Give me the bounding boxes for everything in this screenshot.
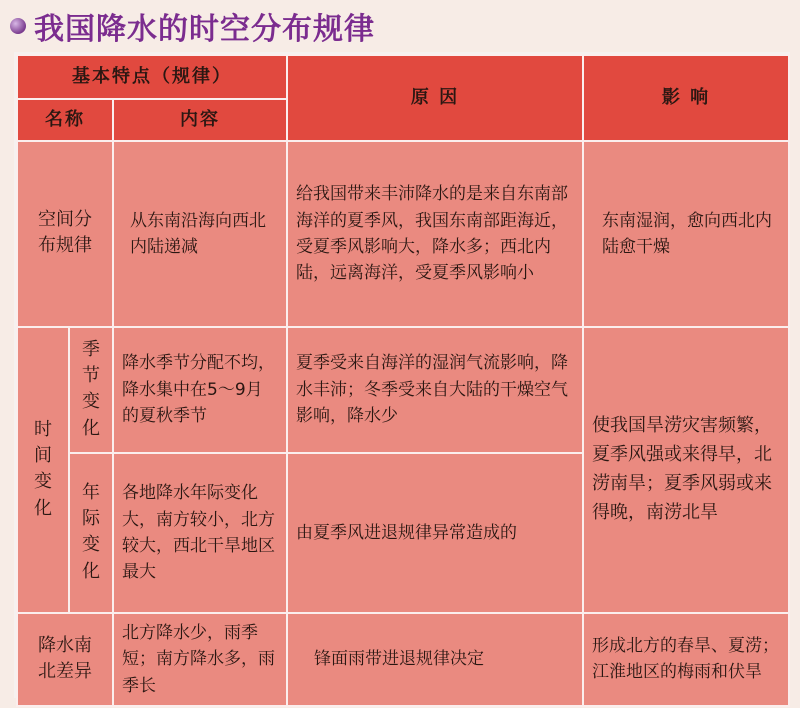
header-basic-features: 基本特点（规律） — [17, 55, 287, 99]
page-title: 我国降水的时空分布规律 — [34, 12, 375, 47]
precipitation-table — [16, 54, 790, 707]
header-name: 名称 — [17, 99, 113, 141]
title-bar — [0, 0, 800, 52]
row-interannual-content: 各地降水年际变化大，南方较小，北方较大，西北干旱地区最大 — [113, 453, 287, 613]
row-interannual-name: 年际变化 — [69, 453, 113, 613]
row-north-south-content: 北方降水少，雨季短；南方降水多，雨季长 — [113, 613, 287, 706]
row-spatial-content: 从东南沿海向西北内陆递减 — [113, 141, 287, 327]
row-north-south-effect: 形成北方的春旱、夏涝；江淮地区的梅雨和伏旱 — [583, 613, 789, 706]
bullet-icon — [10, 18, 26, 34]
row-seasonal-name: 季节变化 — [69, 327, 113, 453]
row-seasonal-content: 降水季节分配不均，降水集中在5～9月的夏秋季节 — [113, 327, 287, 453]
header-content: 内容 — [113, 99, 287, 141]
row-seasonal-cause: 夏季受来自海洋的湿润气流影响，降水丰沛；冬季受来自大陆的干燥空气影响，降水少 — [287, 327, 583, 453]
row-temporal-name: 时间变化 — [17, 327, 69, 613]
table-container — [14, 52, 790, 698]
row-spatial-name: 空间分布规律 — [17, 141, 113, 327]
row-spatial-effect: 东南湿润，愈向西北内陆愈干燥 — [583, 141, 789, 327]
row-north-south-cause: 锋面雨带进退规律决定 — [287, 613, 583, 706]
row-temporal-effect: 使我国旱涝灾害频繁，夏季风强或来得早，北涝南旱；夏季风弱或来得晚，南涝北旱 — [583, 327, 789, 613]
row-spatial-cause: 给我国带来丰沛降水的是来自东南部海洋的夏季风，我国东南部距海近，受夏季风影响大，降水多；西北内陆，远离海洋，受夏季风影响小 — [287, 141, 583, 327]
row-north-south-name: 降水南北差异 — [17, 613, 113, 706]
header-cause: 原 因 — [287, 55, 583, 141]
row-interannual-cause: 由夏季风进退规律异常造成的 — [287, 453, 583, 613]
header-effect: 影 响 — [583, 55, 789, 141]
